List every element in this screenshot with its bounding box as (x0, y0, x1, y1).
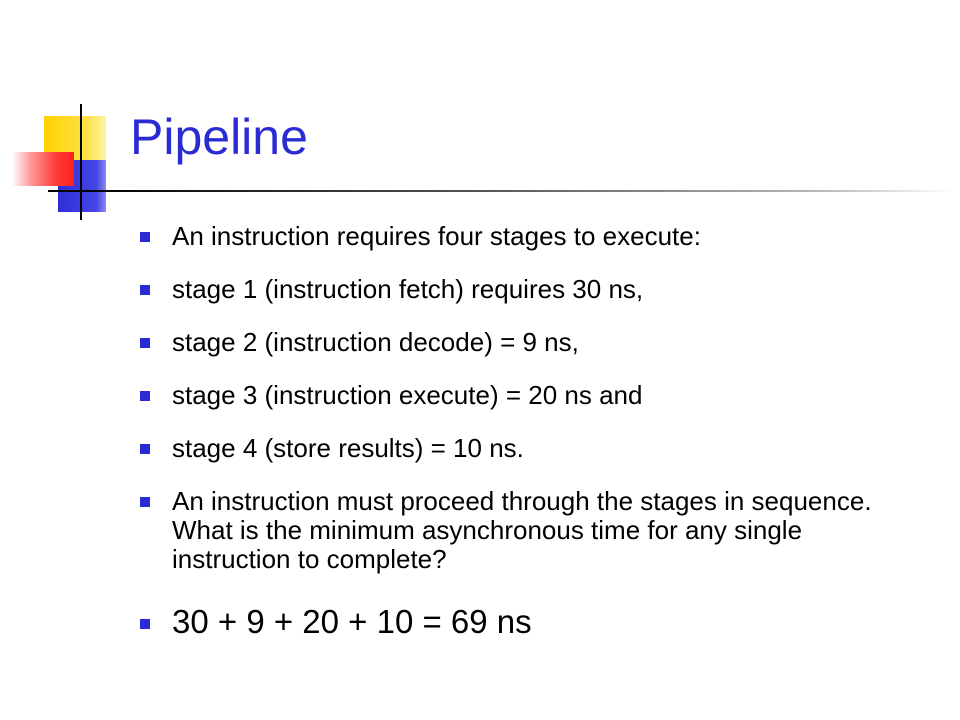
bullet-list (136, 222, 926, 664)
slide-title: Pipeline (130, 109, 308, 165)
title-underline (96, 190, 956, 192)
answer-text: 30 + 9 + 20 + 10 = 69 ns (172, 603, 532, 640)
bullet-marker-icon (140, 619, 150, 629)
bullet-marker-icon (140, 497, 150, 507)
bullet-text: An instruction requires four stages to execute: (172, 221, 701, 251)
answer-item (136, 604, 926, 640)
bullet-marker-icon (140, 232, 150, 242)
bullet-text: stage 4 (store results) = 10 ns. (172, 433, 524, 463)
bullet-text: stage 2 (instruction decode) = 9 ns, (172, 327, 579, 357)
bullet-item (136, 328, 926, 357)
bullet-text: An instruction must proceed through the stages in sequence. What is the minimum asynchronous time for any single instruction to complete? (172, 486, 872, 574)
bullet-marker-icon (140, 391, 150, 401)
bullet-item (136, 487, 926, 574)
bullet-marker-icon (140, 444, 150, 454)
logo-vertical-line (80, 104, 82, 220)
bullet-item (136, 222, 926, 251)
bullet-text: stage 3 (instruction execute) = 20 ns and (172, 380, 643, 410)
bullet-item (136, 434, 926, 463)
bullet-marker-icon (140, 285, 150, 295)
bullet-marker-icon (140, 338, 150, 348)
bullet-item (136, 381, 926, 410)
bullet-item (136, 275, 926, 304)
decorative-logo (0, 0, 140, 230)
bullet-text: stage 1 (instruction fetch) requires 30 ns, (172, 274, 644, 304)
logo-red-square (12, 152, 74, 186)
